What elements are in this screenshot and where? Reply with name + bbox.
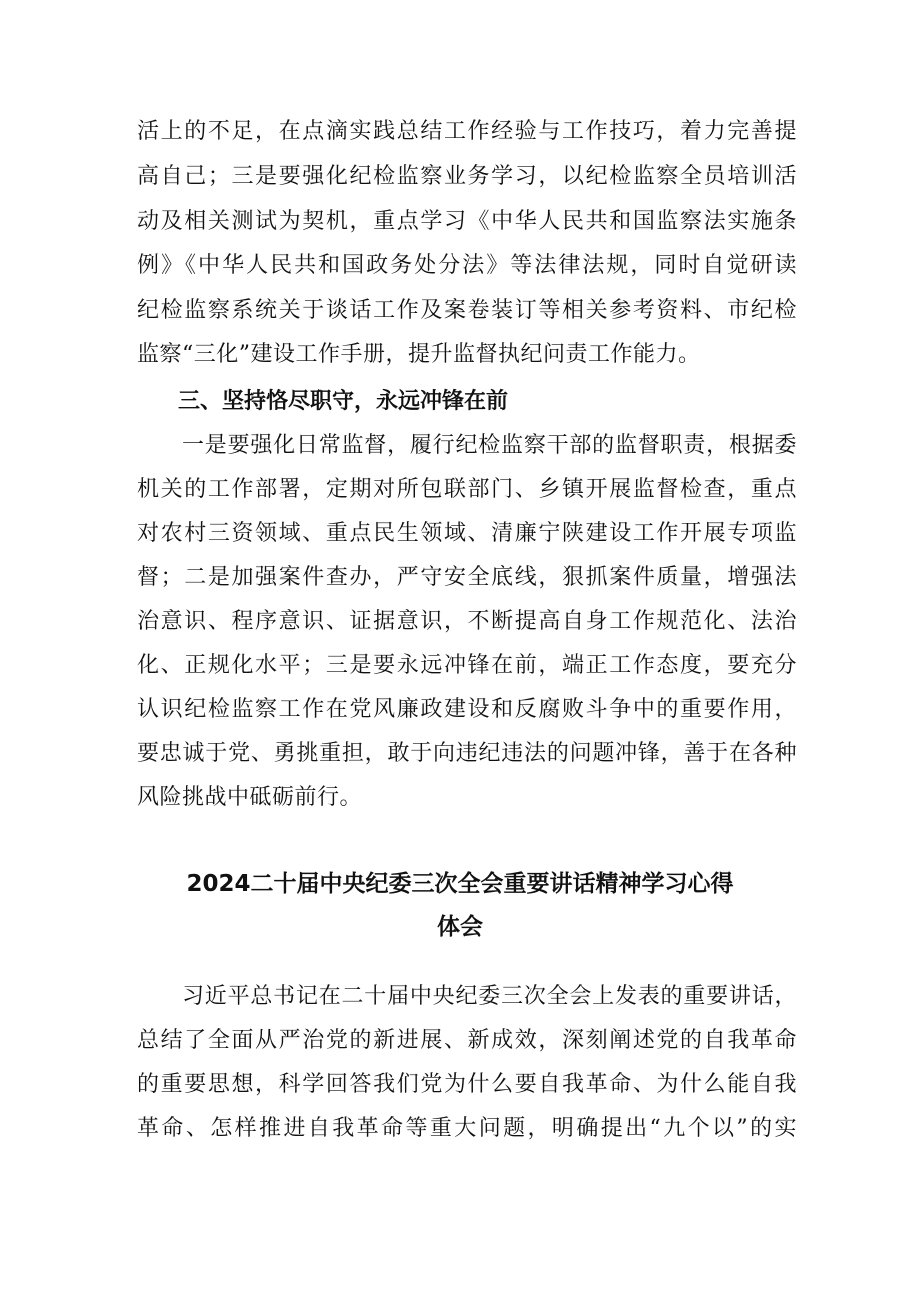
paragraph-line: 纪检监察系统关于谈话工作及案卷装订等相关参考资料、市纪检 [137,298,797,323]
paragraph-line: 对农村三资领域、重点民生领域、清廉宁陕建设工作开展专项监 [137,521,797,546]
paragraph-line: 机关的工作部署，定期对所包联部门、乡镇开展监督检查，重点 [137,477,797,502]
paragraph-line: 要忠诚于党、勇挑重担，敢于向违纪违法的问题冲锋，善于在各种 [137,741,797,766]
paragraph-line: 治意识、程序意识、证据意识，不断提高自身工作规范化、法治 [137,609,797,634]
paragraph-line: 习近平总书记在二十届中央纪委三次全会上发表的重要讲话， [182,984,797,1009]
paragraph-line: 风险挑战中砥砺前行。 [137,785,363,810]
article-title: 2024二十届中央纪委三次全会重要讲话精神学习心得 [186,871,734,897]
paragraph-line: 高自己；三是要强化纪检监察业务学习，以纪检监察全员培训活 [137,164,797,189]
paragraph-line: 例》《中华人民共和国政务处分法》等法律法规，同时自觉研读 [137,253,797,278]
paragraph-line: 动及相关测试为契机，重点学习《中华人民共和国监察法实施条 [137,209,797,234]
paragraph-line: 化、正规化水平；三是要永远冲锋在前，端正工作态度，要充分 [137,653,797,678]
paragraph-line: 认识纪检监察工作在党风廉政建设和反腐败斗争中的重要作用， [137,697,797,722]
paragraph-line: 督；二是加强案件查办，严守安全底线，狠抓案件质量，增强法 [137,565,797,590]
paragraph-line: 的重要思想，科学回答我们党为什么要自我革命、为什么能自我 [137,1072,797,1097]
paragraph-line: 活上的不足，在点滴实践总结工作经验与工作技巧，着力完善提 [137,119,797,144]
article-title-continued: 体会 [437,914,483,940]
paragraph-line: 革命、怎样推进自我革命等重大问题，明确提出“九个以”的实 [137,1116,797,1141]
paragraph-line: 总结了全面从严治党的新进展、新成效，深刻阐述党的自我革命 [137,1028,797,1053]
section-heading: 三、坚持恪尽职守，永远冲锋在前 [178,389,509,414]
paragraph-line: 监察“三化”建设工作手册，提升监督执纪问责工作能力。 [137,342,701,367]
paragraph-line: 一是要强化日常监督，履行纪检监察干部的监督职责，根据委 [182,433,797,458]
